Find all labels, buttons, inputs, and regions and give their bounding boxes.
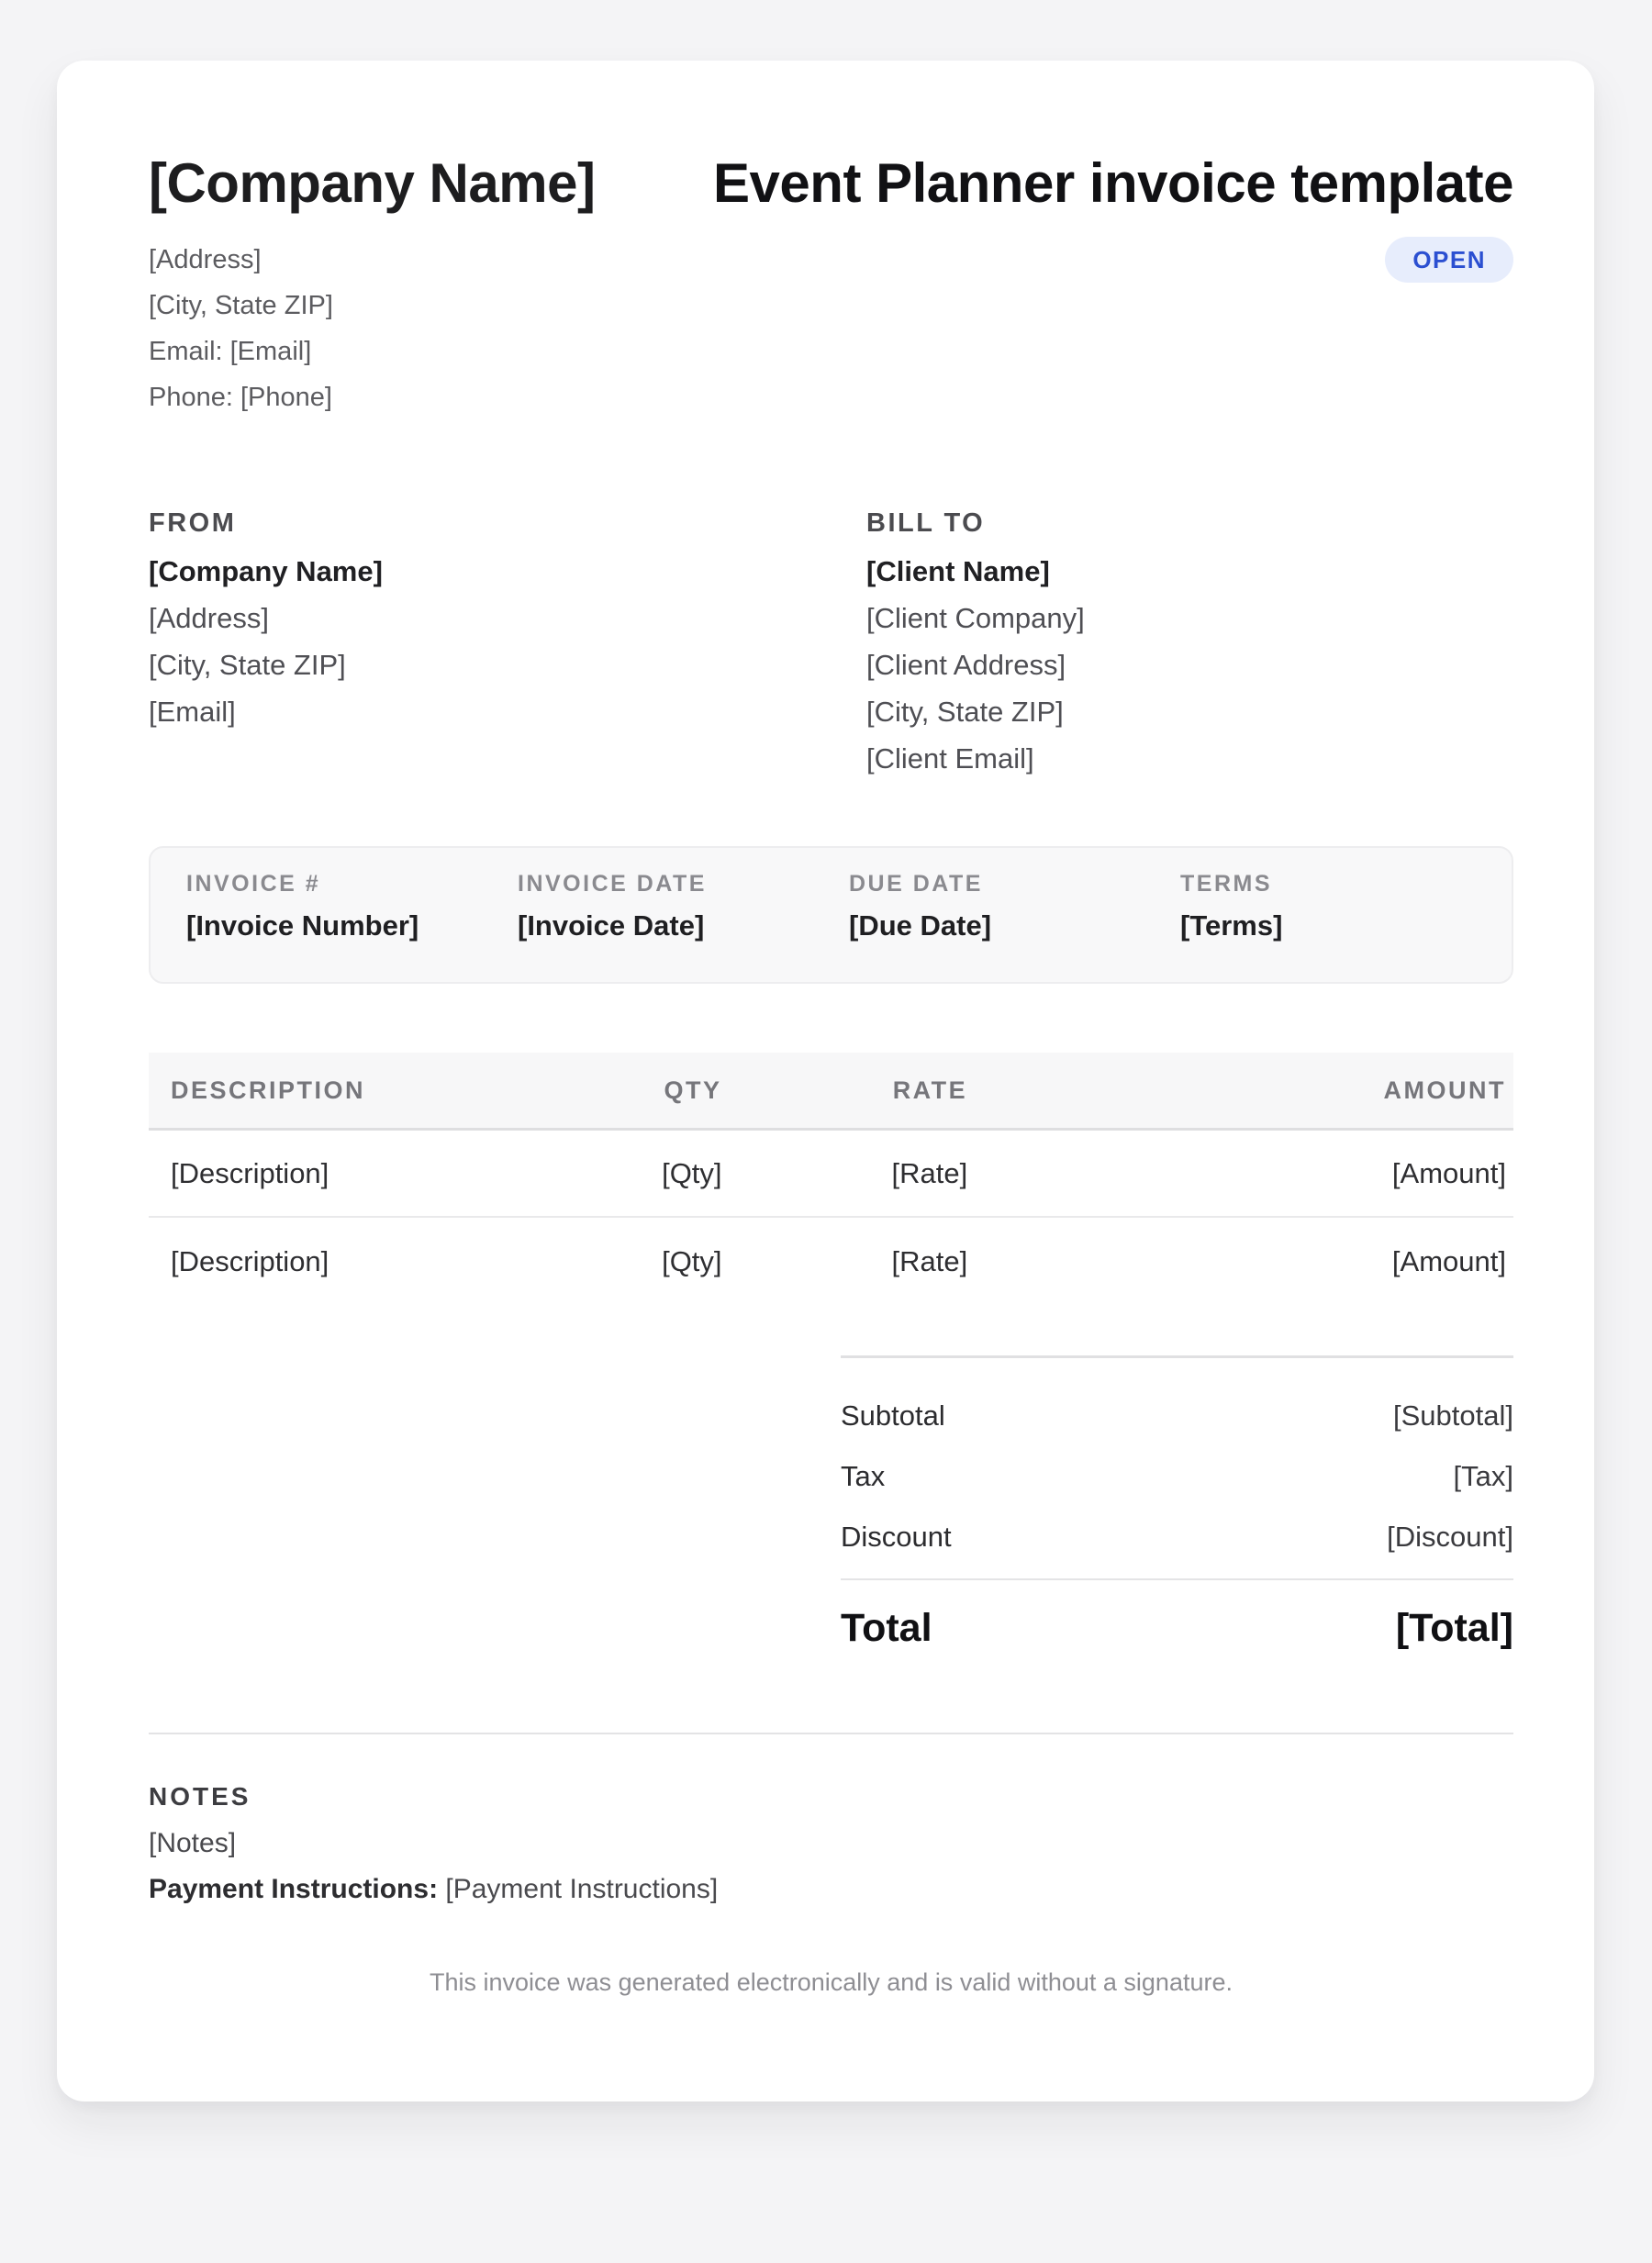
discount-row [841,1507,1513,1567]
invoice-meta-box [149,846,1513,984]
notes-label: NOTES [149,1782,251,1811]
client-name: [Client Name] [866,555,1050,587]
bill-to-line: [Client Company] [866,602,1085,634]
column-header-qty: QTY [664,1076,722,1104]
tax-row [841,1446,1513,1507]
header-right [713,154,1513,283]
subtotal-row [841,1386,1513,1446]
item-amount: [Amount] [1391,1244,1506,1277]
tax-value: [Tax] [1453,1460,1513,1492]
totals-section [841,1355,1513,1661]
terms-label: TERMS [1180,871,1272,897]
totals-divider [841,1578,1513,1580]
due-date-value: [Due Date] [849,909,992,942]
payment-instructions-label: Payment Instructions: [149,1874,439,1904]
total-label: Total [841,1605,932,1650]
footer-disclaimer: This invoice was generated electronically and is valid without a signature. [430,1968,1233,1996]
invoice-number-label: INVOICE # [186,871,321,897]
from-section [149,510,866,782]
due-date-label: DUE DATE [849,871,983,897]
parties-section [149,510,1513,782]
item-description: [Description] [171,1244,329,1277]
company-address-line: [Address] [149,245,262,274]
page-background [0,61,1652,2263]
from-line: [Address] [149,602,269,634]
notes-body [149,1821,1513,1912]
invoice-number-value: [Invoice Number] [186,909,419,942]
column-header-amount: AMOUNT [1383,1076,1506,1104]
company-address-line: Email: [Email] [149,337,312,366]
discount-value: [Discount] [1387,1521,1513,1553]
due-date-field [849,873,1180,982]
column-header-rate: RATE [892,1076,968,1104]
table-row [149,1131,1513,1218]
notes-text: [Notes] [149,1828,237,1858]
subtotal-label: Subtotal [841,1399,945,1432]
table-row [149,1218,1513,1305]
header-left [149,154,595,420]
from-line: [City, State ZIP] [149,649,346,681]
table-header-row [149,1053,1513,1131]
item-qty: [Qty] [662,1156,722,1189]
bill-to-label: BILL TO [866,508,986,538]
notes-divider [149,1733,1513,1734]
company-address [149,237,595,420]
company-address-line: [City, State ZIP] [149,291,333,320]
bill-to-line: [City, State ZIP] [866,696,1064,728]
discount-label: Discount [841,1521,952,1553]
company-name: [Company Name] [149,152,596,214]
tax-label: Tax [841,1460,886,1492]
status-badge: OPEN [1385,237,1513,283]
from-details [149,548,866,735]
bill-to-section [866,510,1085,782]
subtotal-value: [Subtotal] [1393,1399,1513,1432]
item-amount: [Amount] [1391,1156,1506,1189]
payment-instructions-line [149,1867,1513,1912]
terms-field [1180,873,1512,982]
invoice-date-field [518,873,849,982]
bill-to-line: [Client Email] [866,742,1034,775]
total-value: [Total] [1395,1605,1513,1650]
total-row [841,1595,1513,1661]
invoice-date-value: [Invoice Date] [518,909,705,942]
company-address-line: Phone: [Phone] [149,383,332,412]
bill-to-line: [Client Address] [866,649,1066,681]
from-name: [Company Name] [149,555,383,587]
invoice-date-label: INVOICE DATE [518,871,707,897]
payment-instructions-value: [Payment Instructions] [445,1874,719,1904]
item-description: [Description] [171,1156,329,1189]
bill-to-details [866,548,1085,782]
from-line: [Email] [149,696,236,728]
item-rate: [Rate] [891,1156,968,1189]
column-header-description: DESCRIPTION [171,1076,366,1104]
header [149,154,1513,420]
item-qty: [Qty] [662,1244,722,1277]
terms-value: [Terms] [1180,909,1283,942]
item-rate: [Rate] [891,1244,968,1277]
from-label: FROM [149,508,237,538]
line-items-table [149,1053,1513,1305]
page-title: Event Planner invoice template [713,152,1513,214]
invoice-number-field [186,873,518,982]
invoice-card [57,61,1594,2101]
